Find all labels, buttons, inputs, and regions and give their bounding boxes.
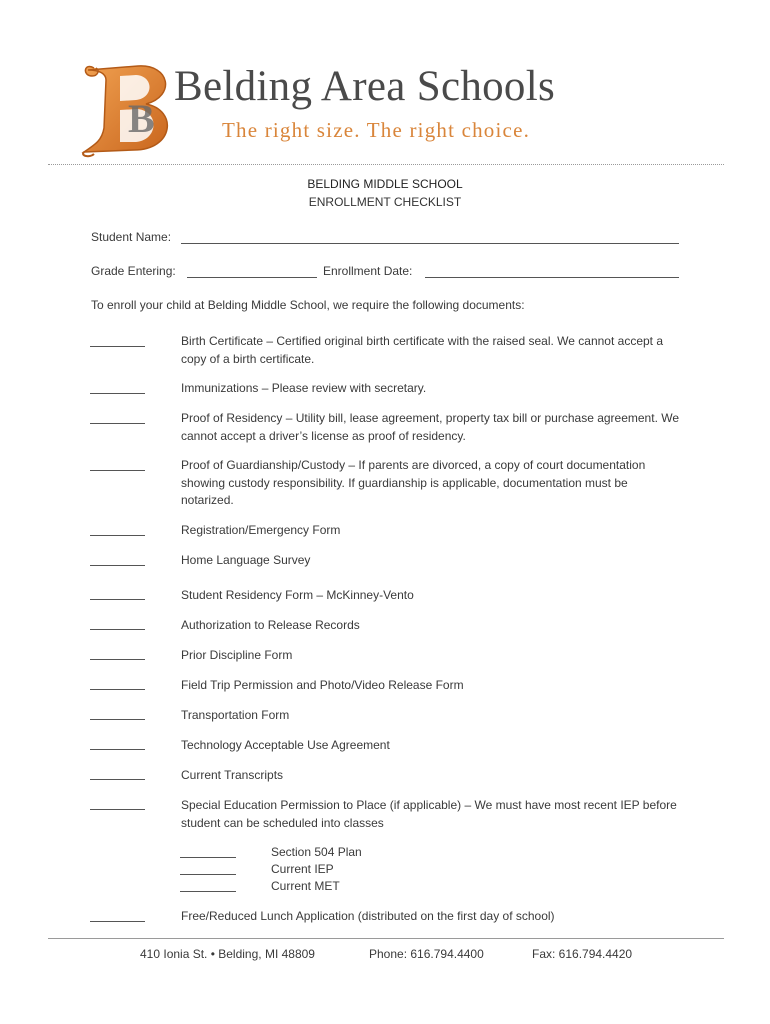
- checkbox-line-504-plan[interactable]: [180, 857, 236, 858]
- checklist-item-residency-form: Student Residency Form – McKinney-Vento: [181, 588, 414, 602]
- checkbox-line-residency-form[interactable]: [90, 599, 145, 600]
- school-tagline: The right size. The right choice.: [222, 118, 531, 142]
- checklist-item-birth-certificate: Birth Certificate – Certified original birth certificate with the raised seal. We cannot accept a copy of a birth certificate.: [181, 334, 664, 366]
- footer-fax: Fax: 616.794.4420: [532, 947, 633, 961]
- checklist-item-special-education: Special Education Permission to Place (if applicable) – We must have most recent IEP before student can be scheduled into classes: [181, 798, 677, 830]
- checkbox-line-current-met[interactable]: [180, 891, 236, 892]
- student-name-label: Student Name:: [91, 230, 172, 244]
- checklist-item-guardianship: Proof of Guardianship/Custody – If parents are divorced, a copy of court documentation showing custody responsibility. If guardianship is applicable, documentation must be notarized.: [181, 458, 646, 507]
- checklist-item-technology: Technology Acceptable Use Agreement: [181, 738, 390, 752]
- checklist-item-prior-discipline: Prior Discipline Form: [181, 648, 293, 662]
- footer-divider: [48, 938, 724, 939]
- checklist-item-lunch-application: Free/Reduced Lunch Application (distributed on the first day of school): [181, 909, 555, 923]
- checklist-item-registration-form: Registration/Emergency Form: [181, 523, 341, 537]
- school-logo: [80, 58, 178, 158]
- checkbox-line-release-records[interactable]: [90, 629, 145, 630]
- checkbox-line-technology[interactable]: [90, 749, 145, 750]
- document-title: ENROLLMENT CHECKLIST: [308, 195, 462, 209]
- checkbox-line-registration-form[interactable]: [90, 535, 145, 536]
- checklist-item-home-language-survey: Home Language Survey: [181, 553, 311, 567]
- logo-letter: B: [128, 96, 155, 141]
- school-name: Belding Area Schools: [174, 63, 556, 110]
- checkbox-line-prior-discipline[interactable]: [90, 659, 145, 660]
- subitem-current-iep: Current IEP: [271, 862, 334, 876]
- checkbox-line-immunizations[interactable]: [90, 393, 145, 394]
- checkbox-line-proof-of-residency[interactable]: [90, 423, 145, 424]
- checkbox-line-lunch-application[interactable]: [90, 921, 145, 922]
- document-school-heading: BELDING MIDDLE SCHOOL: [307, 177, 463, 191]
- checkbox-line-guardianship[interactable]: [90, 470, 145, 471]
- checkbox-line-birth-certificate[interactable]: [90, 346, 145, 347]
- grade-entering-field[interactable]: [187, 277, 317, 278]
- student-name-field[interactable]: [181, 243, 679, 244]
- checkbox-line-transcripts[interactable]: [90, 779, 145, 780]
- checkbox-line-home-language-survey[interactable]: [90, 565, 145, 566]
- checkbox-line-special-education[interactable]: [90, 809, 145, 810]
- checklist-item-transcripts: Current Transcripts: [181, 768, 284, 782]
- grade-entering-label: Grade Entering:: [91, 264, 176, 278]
- enrollment-date-label: Enrollment Date:: [323, 264, 413, 278]
- footer-phone: Phone: 616.794.4400: [369, 947, 484, 961]
- checkbox-line-field-trip[interactable]: [90, 689, 145, 690]
- checklist-item-transportation: Transportation Form: [181, 708, 290, 722]
- subitem-current-met: Current MET: [271, 879, 340, 893]
- checkbox-line-transportation[interactable]: [90, 719, 145, 720]
- checklist-item-field-trip: Field Trip Permission and Photo/Video Release Form: [181, 678, 464, 692]
- checklist-item-proof-of-residency: Proof of Residency – Utility bill, lease agreement, property tax bill or purchase agreement. We cannot accept a driver’s license as proof of residency.: [181, 411, 680, 443]
- footer-address: 410 Ionia St. • Belding, MI 48809: [140, 947, 315, 961]
- checkbox-line-current-iep[interactable]: [180, 874, 236, 875]
- subitem-504-plan: Section 504 Plan: [271, 845, 362, 859]
- intro-text: To enroll your child at Belding Middle School, we require the following documents:: [91, 298, 525, 312]
- checklist-item-immunizations: Immunizations – Please review with secretary.: [181, 381, 427, 395]
- header-divider: [48, 164, 724, 165]
- checklist-item-release-records: Authorization to Release Records: [181, 618, 360, 632]
- enrollment-date-field[interactable]: [425, 277, 679, 278]
